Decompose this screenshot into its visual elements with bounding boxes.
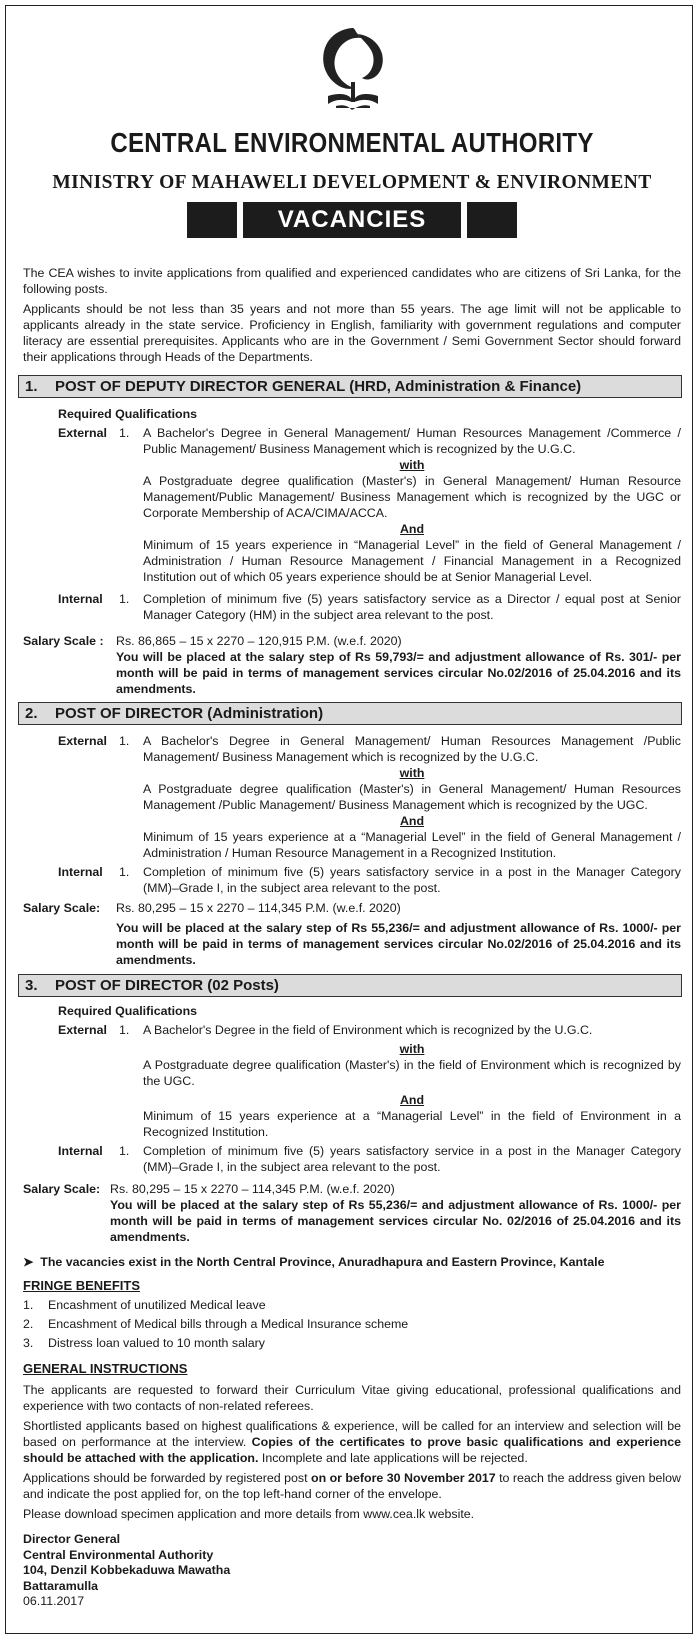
required-qualifications-label: Required Qualifications [58,1004,198,1018]
item-number: 1. [119,1023,130,1037]
download-note: Please download specimen application and more details from www.cea.lk website. [23,1507,475,1521]
general-instructions-heading: GENERAL INSTRUCTIONS [23,1361,188,1376]
postgraduate-requirement: A Postgraduate degree qualification (Master's) in General Management/ Human Resource Management/Public Management/ Business Management which is recognized by the UGC or Corporate Membership of ACA/CIMA/ACCA. [143,474,681,520]
section-title: POST OF DIRECTOR (02 Posts) [55,977,279,994]
experience-requirement: Minimum of 15 years experience at a “Managerial Level” in the field of General Management / Administration / Human Resource Management in a Recognized Institution. [143,830,681,860]
banner-bar-right [467,202,517,238]
list-item-text: Distress loan valued to 10 month salary [48,1336,265,1350]
conjunction-and: And [399,1093,425,1107]
vacancies-banner [23,202,681,238]
section-2-heading [18,702,682,725]
instructions-paragraph-2 [23,1418,681,1466]
salary-range: Rs. 80,295 – 15 x 2270 – 114,345 P.M. (w.e.f. 2020) [110,1182,395,1196]
postgraduate-requirement: A Postgraduate degree qualification (Master's) in the field of Environment which is recognized by the UGC. [143,1058,681,1088]
arrow-bullet-icon: ➤ [23,1255,41,1269]
salary-note: You will be placed at the salary step of Rs 59,793/= and adjustment allowance of Rs. 301/- per month will be paid in terms of management services circular No.02/2016 of 25.04.2016 and its amendments. [116,650,681,696]
item-number: 1. [23,1298,34,1312]
required-qualifications-label: Required Qualifications [58,407,198,421]
rejection-text: Incomplete and late applications will be rejected. [258,1451,528,1465]
external-label: External [58,1023,107,1037]
post-text: Applications should be forwarded by registered post [23,1471,311,1485]
external-label: External [58,426,107,440]
postgraduate-requirement: A Postgraduate degree qualification (Master's) in General Management/ Human Resources Management /Public Management/ Business Management which is recognized by the UGC. [143,782,681,812]
instructions-paragraph-1: The applicants are requested to forward their Curriculum Vitae giving educational, professional qualifications and experience with two contacts of non-related referees. [23,1383,681,1413]
list-item-text: Encashment of unutilized Medical leave [48,1298,266,1312]
internal-label: Internal [58,592,103,606]
section-3-heading [18,974,682,997]
cea-leaf-logo-icon [302,22,402,114]
conjunction-and: And [399,522,425,536]
address-line: Battaramulla [23,1578,99,1593]
salary-range: Rs. 80,295 – 15 x 2270 – 114,345 P.M. (w.e.f. 2020) [116,901,401,915]
certificates-text: Copies of the certificates to prove basic qualifications and experience should be attached with the application. [23,1435,681,1465]
address-line: Central Environmental Authority [23,1547,214,1562]
item-number: 1. [119,1144,130,1158]
section-number: 2. [25,705,38,722]
section-title: POST OF DIRECTOR (Administration) [55,705,324,722]
vacancy-location-note [23,1254,681,1270]
degree-requirement: A Bachelor's Degree in General Management/ Human Resources Management /Commerce / Public Management/ Business Management which is recognized by the U.G.C. [143,426,681,456]
external-label: External [58,734,107,748]
publication-date: 06.11.2017 [23,1594,85,1608]
salary-label: Salary Scale : [23,634,104,648]
salary-note: You will be placed at the salary step of Rs 55,236/= and adjustment allowance of Rs. 1000/- per month will be paid in terms of management services circular No. 02/2016 of 25.04.2016 and its amendments. [110,1198,681,1244]
banner-title: VACANCIES [243,202,461,238]
internal-label: Internal [58,865,103,879]
intro-paragraph-2: Applicants should be not less than 35 years and not more than 55 years. The age limit will not be applicable to applicants already in the state service. Proficiency in English, familiarity with government regulations and computer literacy are essential prerequisites. Applicants who are in the Government / Semi Government Sector should forward their applications through Heads of the Departments. [23,302,681,364]
experience-requirement: Minimum of 15 years experience in “Managerial Level” in the field of General Management / Administration / Human Resource Management / Financial Management in a Recognized Institution out of which 05 years experience should be at Senior Managerial Level. [143,538,681,584]
address-line: 104, Denzil Kobbekaduwa Mawatha [23,1563,231,1577]
section-number: 1. [25,378,38,395]
salary-scale [23,900,681,968]
list-item [23,1316,681,1332]
internal-requirement: Completion of minimum five (5) years satisfactory service as a Director / equal post at Senior Manager Category (HM) in the subject area relevant to the post. [143,592,681,622]
salary-range: Rs. 86,865 – 15 x 2270 – 120,915 P.M. (w.e.f. 2020) [116,634,402,648]
degree-requirement: A Bachelor's Degree in General Management/ Human Resources Management /Public Management/ Business Management which is recognized by the U.G.C. [143,734,681,764]
item-number: 1. [119,426,130,440]
ministry-name: MINISTRY OF MAHAWELI DEVELOPMENT & ENVIRONMENT [52,172,652,193]
salary-note: You will be placed at the salary step of Rs 55,236/= and adjustment allowance of Rs. 1000/- per month will be paid in terms of management services circular No.02/2016 of 25.04.2016 and its amendments. [116,921,681,967]
section-title: POST OF DEPUTY DIRECTOR GENERAL (HRD, Administration & Finance) [55,378,582,395]
conjunction-and: And [399,814,425,828]
section-number: 3. [25,977,38,994]
organization-name: CENTRAL ENVIRONMENTAL AUTHORITY [110,127,594,158]
internal-qualifications [23,864,681,896]
experience-requirement: Minimum of 15 years experience at a “Managerial Level” in the field of Environment in a Recognized Institution. [143,1109,681,1139]
salary-label: Salary Scale: [23,901,101,915]
instructions-paragraph-3 [23,1470,681,1502]
external-qualifications [23,425,681,585]
address-line: Director General [23,1532,121,1546]
item-number: 3. [23,1336,34,1350]
salary-label: Salary Scale: [23,1182,101,1196]
mailing-address [23,1532,681,1594]
fringe-benefits-heading: FRINGE BENEFITS [23,1278,141,1293]
salary-scale [23,1181,681,1245]
salary-scale [23,633,681,697]
item-number: 1. [119,865,130,879]
conjunction-with: with [399,458,425,472]
item-number: 1. [119,592,130,606]
deadline-text: on or before 30 November 2017 [311,1471,496,1485]
banner-bar-left [187,202,237,238]
internal-requirement: Completion of minimum five (5) years satisfactory service in a post in the Manager Category (MM)–Grade I, in the subject area relevant to the post. [143,865,681,895]
vacancy-location-text: The vacancies exist in the North Central Province, Anuradhapura and Eastern Province, Kantale [40,1255,605,1269]
degree-requirement: A Bachelor's Degree in the field of Environment which is recognized by the U.G.C. [143,1023,593,1037]
item-number: 1. [119,734,130,748]
internal-requirement: Completion of minimum five (5) years satisfactory service in a post in the Manager Category (MM)–Grade I, in the subject area relevant to the post. [143,1144,681,1174]
internal-qualifications [23,591,681,623]
conjunction-with: with [399,1042,425,1056]
list-item-text: Encashment of Medical bills through a Medical Insurance scheme [48,1317,409,1331]
section-1-heading [18,375,682,398]
vacancy-advertisement [5,5,693,1634]
interview-text: Shortlisted applicants based on highest qualifications & experience, will be called for an interview and selection will be based on performance at the interview. [23,1419,681,1449]
list-item [23,1297,681,1313]
external-qualifications [23,1022,681,1140]
conjunction-with: with [399,766,425,780]
item-number: 2. [23,1317,34,1331]
external-qualifications [23,733,681,861]
intro-paragraph-1: The CEA wishes to invite applications from qualified and experienced candidates who are citizens of Sri Lanka, for the following posts. [23,266,681,296]
internal-qualifications [23,1143,681,1175]
internal-label: Internal [58,1144,103,1158]
list-item [23,1335,681,1351]
address-instruction-text: to reach the address given below and indicate the post applied for, on the top left-hand corner of the envelope. [23,1471,681,1501]
